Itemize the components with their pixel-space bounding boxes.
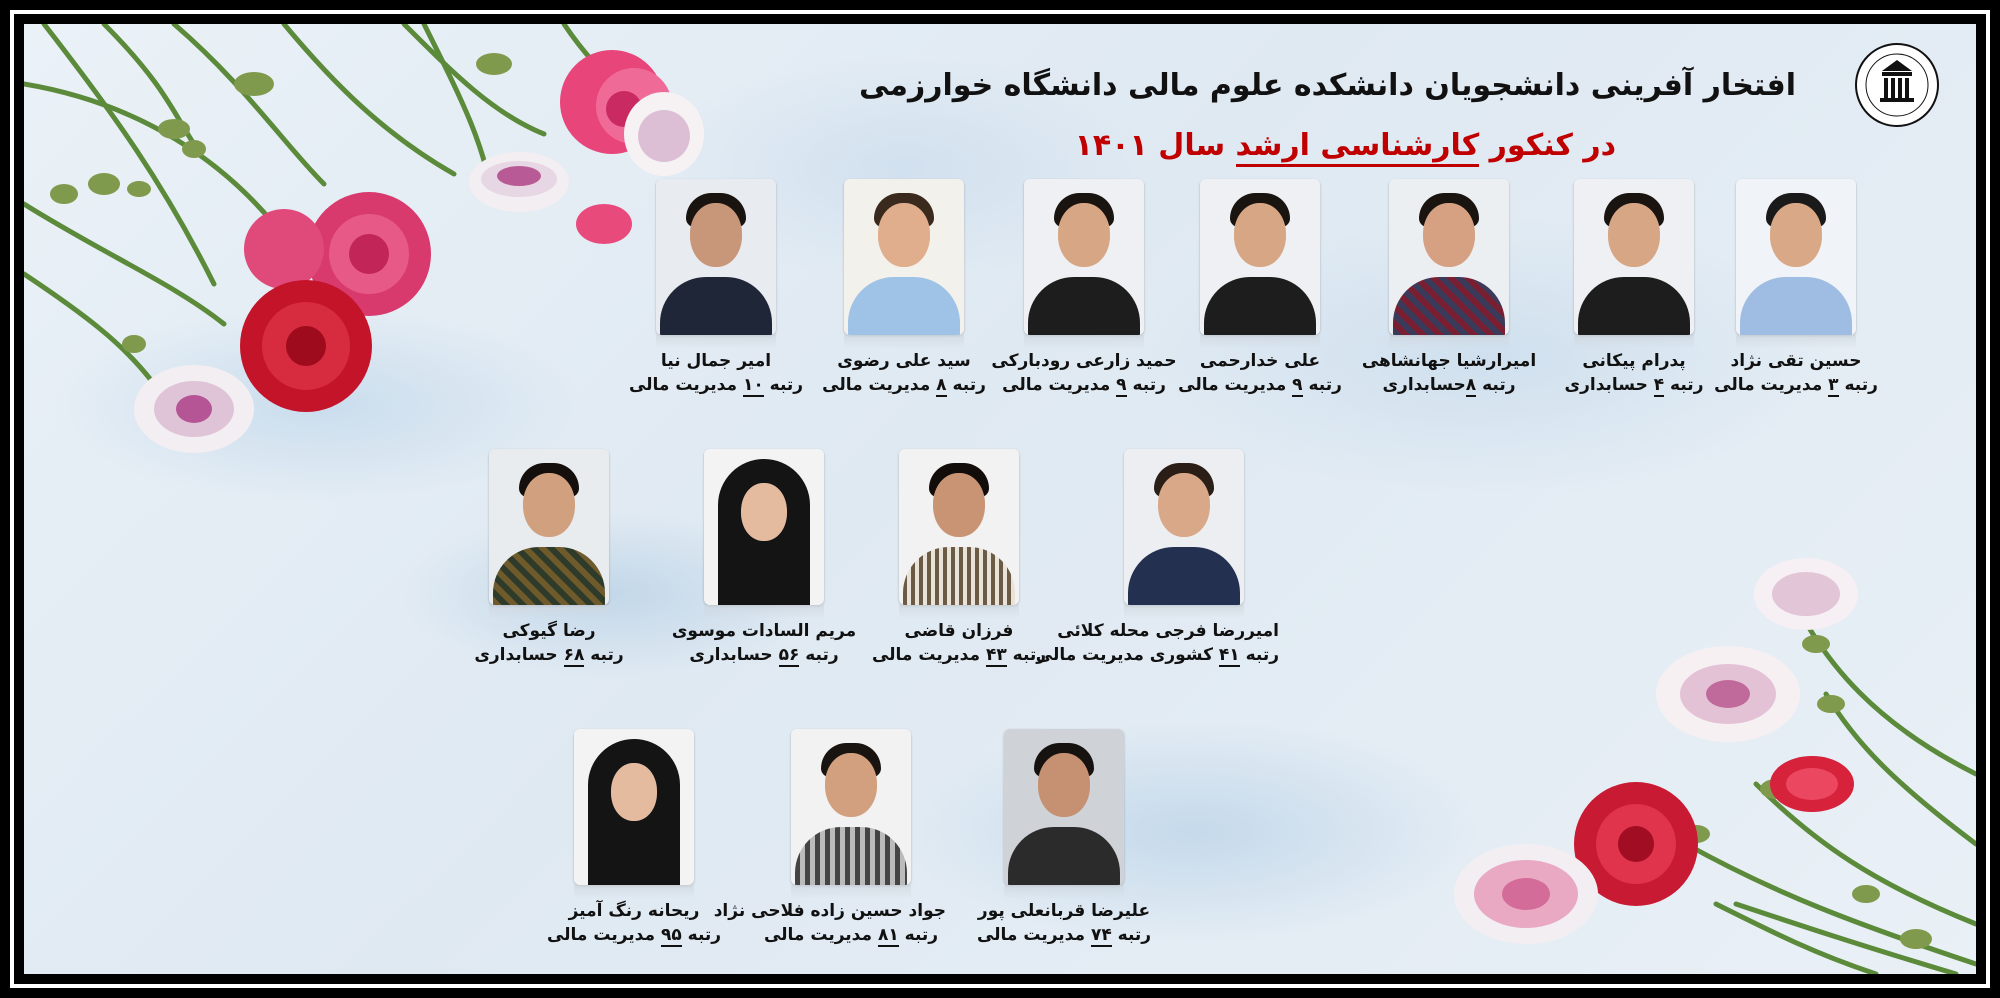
student-name: امیررضا فرجی محله کلائی (1057, 621, 1279, 641)
photo-reflection (489, 605, 609, 619)
rank-number: ۹ (1116, 375, 1127, 395)
photo-reflection (1004, 885, 1124, 899)
student-photo (1736, 179, 1856, 335)
photo-reflection (1574, 335, 1694, 349)
rank-prefix: رتبه (681, 925, 722, 945)
rank-field: مدیریت مالی (822, 375, 937, 395)
student-rank (989, 373, 1179, 397)
student-card (621, 179, 811, 397)
photo-reflection (1736, 335, 1856, 349)
poster-frame (10, 10, 1990, 988)
student-name: پدرام پیکانی (1582, 351, 1686, 371)
student-photo (844, 179, 964, 335)
student-photo (656, 179, 776, 335)
student-name: حمید زارعی رودبارکی (991, 351, 1177, 371)
student-card (969, 729, 1159, 947)
rank-number: ۴۱ (1218, 645, 1240, 665)
student-photo (489, 449, 609, 605)
student-card (1539, 179, 1729, 397)
student-rank (809, 373, 999, 397)
student-rank (621, 373, 811, 397)
student-photo (791, 729, 911, 885)
subtitle-highlight: کارشناسی ارشد (1236, 128, 1480, 167)
rank-number: ۵۶ (778, 645, 800, 665)
rank-field: مدیریت مالی (871, 645, 986, 665)
rank-number: ۸۱ (877, 925, 899, 945)
rank-number: ۸ (936, 375, 947, 395)
student-photo (1389, 179, 1509, 335)
rank-prefix: رتبه (1664, 375, 1704, 395)
student-photo (1124, 449, 1244, 605)
student-card (1354, 179, 1544, 397)
rank-prefix: رتبه (1239, 645, 1279, 665)
rank-number: ۳ (1828, 375, 1839, 395)
student-card (809, 179, 999, 397)
student-rank (969, 923, 1159, 947)
poster-canvas (24, 24, 1976, 974)
rank-number: ۴ (1653, 375, 1665, 395)
student-rank (454, 643, 644, 667)
student-card (669, 449, 859, 667)
photo-reflection (791, 885, 911, 899)
student-card (454, 449, 644, 667)
rank-prefix: رتبه (763, 375, 804, 395)
student-name: امیرارشیا جهانشاهی (1361, 351, 1537, 371)
flowers-decoration-bottom-right (1356, 544, 1976, 974)
rank-field: حسابداری (689, 645, 779, 665)
student-name: فرزان قاضی (904, 621, 1014, 641)
rank-prefix: رتبه (946, 375, 986, 395)
rank-field: مدیریت مالی (1178, 375, 1293, 395)
rank-number: ۶۸ (563, 645, 585, 665)
rank-number: ۱۰ (742, 375, 764, 395)
rank-prefix: رتبه (1838, 375, 1878, 395)
rank-prefix: رتبه (1126, 375, 1166, 395)
rank-field: مدیریت مالی (546, 925, 661, 945)
student-rank (864, 643, 1054, 667)
rank-field: مدیریت مالی (1714, 375, 1829, 395)
student-rank (1354, 373, 1544, 397)
student-photo (574, 729, 694, 885)
photo-reflection (574, 885, 694, 899)
rank-field: مدیریت مالی (976, 925, 1091, 945)
student-name: جواد حسین زاده فلاحی نژاد (713, 901, 946, 921)
student-card (539, 729, 729, 947)
rank-number: ۹ (1292, 375, 1303, 395)
student-card (864, 449, 1054, 667)
student-name: رضا گیوکی (502, 621, 596, 641)
rank-field: حسابداری (474, 645, 564, 665)
rank-field: مدیریت مالی (763, 925, 878, 945)
photo-reflection (844, 335, 964, 349)
photo-reflection (704, 605, 824, 619)
page-subtitle (1075, 128, 1616, 163)
student-rank (1539, 373, 1729, 397)
rank-prefix: رتبه (584, 645, 624, 665)
student-rank (756, 923, 946, 947)
rank-prefix: رتبه (898, 925, 939, 945)
student-card (1165, 179, 1355, 397)
university-logo-icon (1854, 42, 1940, 128)
rank-field: مدیریت مالی (1002, 375, 1117, 395)
student-card (989, 179, 1179, 397)
rank-field: حسابداری (1382, 375, 1466, 395)
student-photo (1024, 179, 1144, 335)
rank-field: مدیریت مالی (628, 375, 743, 395)
student-rank (1701, 373, 1891, 397)
rank-prefix: رتبه (1476, 375, 1516, 395)
rank-number: ۴۳ (985, 645, 1007, 665)
photo-reflection (1389, 335, 1509, 349)
student-rank (669, 643, 859, 667)
student-photo (1200, 179, 1320, 335)
student-rank (1035, 643, 1279, 667)
rank-number: ۹۵ (660, 925, 682, 945)
rank-field: حسابداری (1564, 375, 1654, 395)
photo-reflection (1200, 335, 1320, 349)
rank-prefix: رتبه (799, 645, 839, 665)
page-title: افتخار آفرینی دانشجویان دانشکده علوم مالی دانشگاه خوارزمی (859, 68, 1796, 103)
student-photo (1004, 729, 1124, 885)
student-photo (704, 449, 824, 605)
student-photo (899, 449, 1019, 605)
student-photo (1574, 179, 1694, 335)
photo-reflection (899, 605, 1019, 619)
subtitle-prefix: در کنکور (1479, 128, 1616, 163)
rank-number: ۷۴ (1090, 925, 1112, 945)
student-name: علیرضا قربانعلی پور (977, 901, 1151, 921)
photo-reflection (1124, 605, 1244, 619)
rank-number: ۸ (1465, 375, 1477, 395)
student-rank (1165, 373, 1355, 397)
student-name: علی خدارحمی (1199, 351, 1321, 371)
rank-prefix: رتبه (1302, 375, 1342, 395)
student-card (1701, 179, 1891, 397)
student-name: حسین تقی نژاد (1730, 351, 1862, 371)
student-card (1035, 449, 1279, 667)
photo-reflection (1024, 335, 1144, 349)
student-name: ریحانه رنگ آمیز (568, 901, 700, 921)
photo-reflection (656, 335, 776, 349)
student-name: سید علی رضوی (837, 351, 971, 371)
rank-field: کشوری مدیریت مالی (1035, 645, 1219, 665)
rank-prefix: رتبه (1006, 645, 1047, 665)
student-rank (539, 923, 729, 947)
student-card (713, 729, 946, 947)
student-name: مریم السادات موسوی (671, 621, 857, 641)
rank-prefix: رتبه (1111, 925, 1152, 945)
student-name: امیر جمال نیا (660, 351, 772, 371)
subtitle-year: سال ۱۴۰۱ (1074, 128, 1236, 163)
